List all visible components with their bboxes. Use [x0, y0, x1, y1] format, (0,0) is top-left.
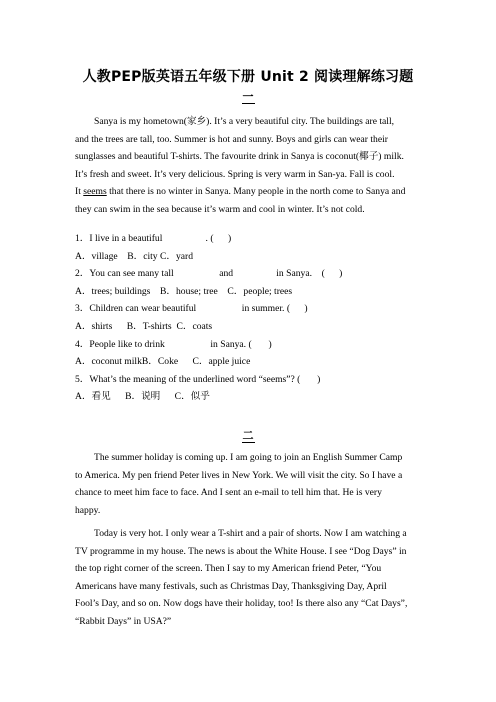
question-4-options: A．coconut milkB．Coke C．apple juice — [75, 356, 251, 368]
page-title: 人教PEP版英语五年级下册 Unit 2 阅读理解练习题 — [82, 69, 414, 85]
passage-line: It seems that there is no winter in Sanya. Many people in the north come to Sanya and — [75, 186, 406, 198]
passage-line: The summer holiday is coming up. I am going to join an English Summer Camp — [94, 452, 403, 463]
passage-line: and the trees are tall, too. Summer is hot and sunny. Boys and girls can wear their — [75, 133, 388, 145]
passage-line: they can swim in the sea because it’s warm and cool in winter. It’s not cold. — [75, 203, 365, 215]
passage-line: TV programme in my house. The news is about the White House. I see “Dog Days” in — [75, 545, 407, 557]
passage-line: Today is very hot. I only wear a T-shirt and a pair of shorts. Now I am watching a — [94, 528, 407, 539]
question-1: 1．I live in a beautiful . ( ) — [75, 233, 232, 244]
question-5: 5．What’s the meaning of the underlined word “seems”? ( ) — [75, 373, 321, 385]
passage-line: “Rabbit Days” in USA?” — [75, 615, 172, 627]
passage-line: sunglasses and beautiful T-shirts. The favourite drink in Sanya is coconut(椰子) milk. — [75, 151, 404, 163]
section-2-paragraph-2 — [75, 525, 427, 631]
section-1-passage — [75, 113, 427, 219]
question-2: 2．You can see many tall and in Sanya. ( ) — [75, 268, 343, 280]
section-1-questions — [75, 230, 435, 406]
section-2-heading: 二 — [242, 429, 254, 442]
question-2-options: A．trees; buildings B．house; tree C．people; trees — [75, 285, 293, 297]
question-4: 4．People like to drink in Sanya. ( ) — [75, 338, 272, 350]
question-3-options: A．shirts B．T-shirts C．coats — [75, 320, 213, 332]
passage-line: happy. — [75, 504, 101, 516]
underlined-word: seems — [83, 186, 107, 198]
passage-line: chance to meet him face to face. And I sent an e-mail to tell him that. He is very — [75, 487, 382, 499]
passage-line: to America. My pen friend Peter lives in New York. We will visit the city. So I have a — [75, 469, 403, 481]
question-5-options: A．看见 B．说明 C．似乎 — [75, 391, 210, 403]
passage-line: Fool’s Day, and so on. Now dogs have their holiday, too! Is there also any “Cat Days”, — [75, 598, 408, 610]
passage-line: Sanya is my hometown(家乡). It’s a very beautiful city. The buildings are tall, — [94, 116, 395, 127]
question-1-options: A．village B．city C．yard — [75, 250, 194, 262]
question-3: 3．Children can wear beautiful in summer. ( ) — [75, 303, 308, 315]
section-1-heading: 一 — [242, 90, 254, 103]
passage-line: It’s fresh and sweet. It’s very delicious. Spring is very warm in San-ya. Fall is cool. — [75, 168, 395, 180]
section-2-paragraph-1 — [75, 449, 427, 519]
passage-line: Americans have many festivals, such as Christmas Day, Thanksgiving Day, April — [75, 580, 387, 592]
passage-line: the top right corner of the screen. Then I say to my American friend Peter, “You — [75, 563, 382, 575]
